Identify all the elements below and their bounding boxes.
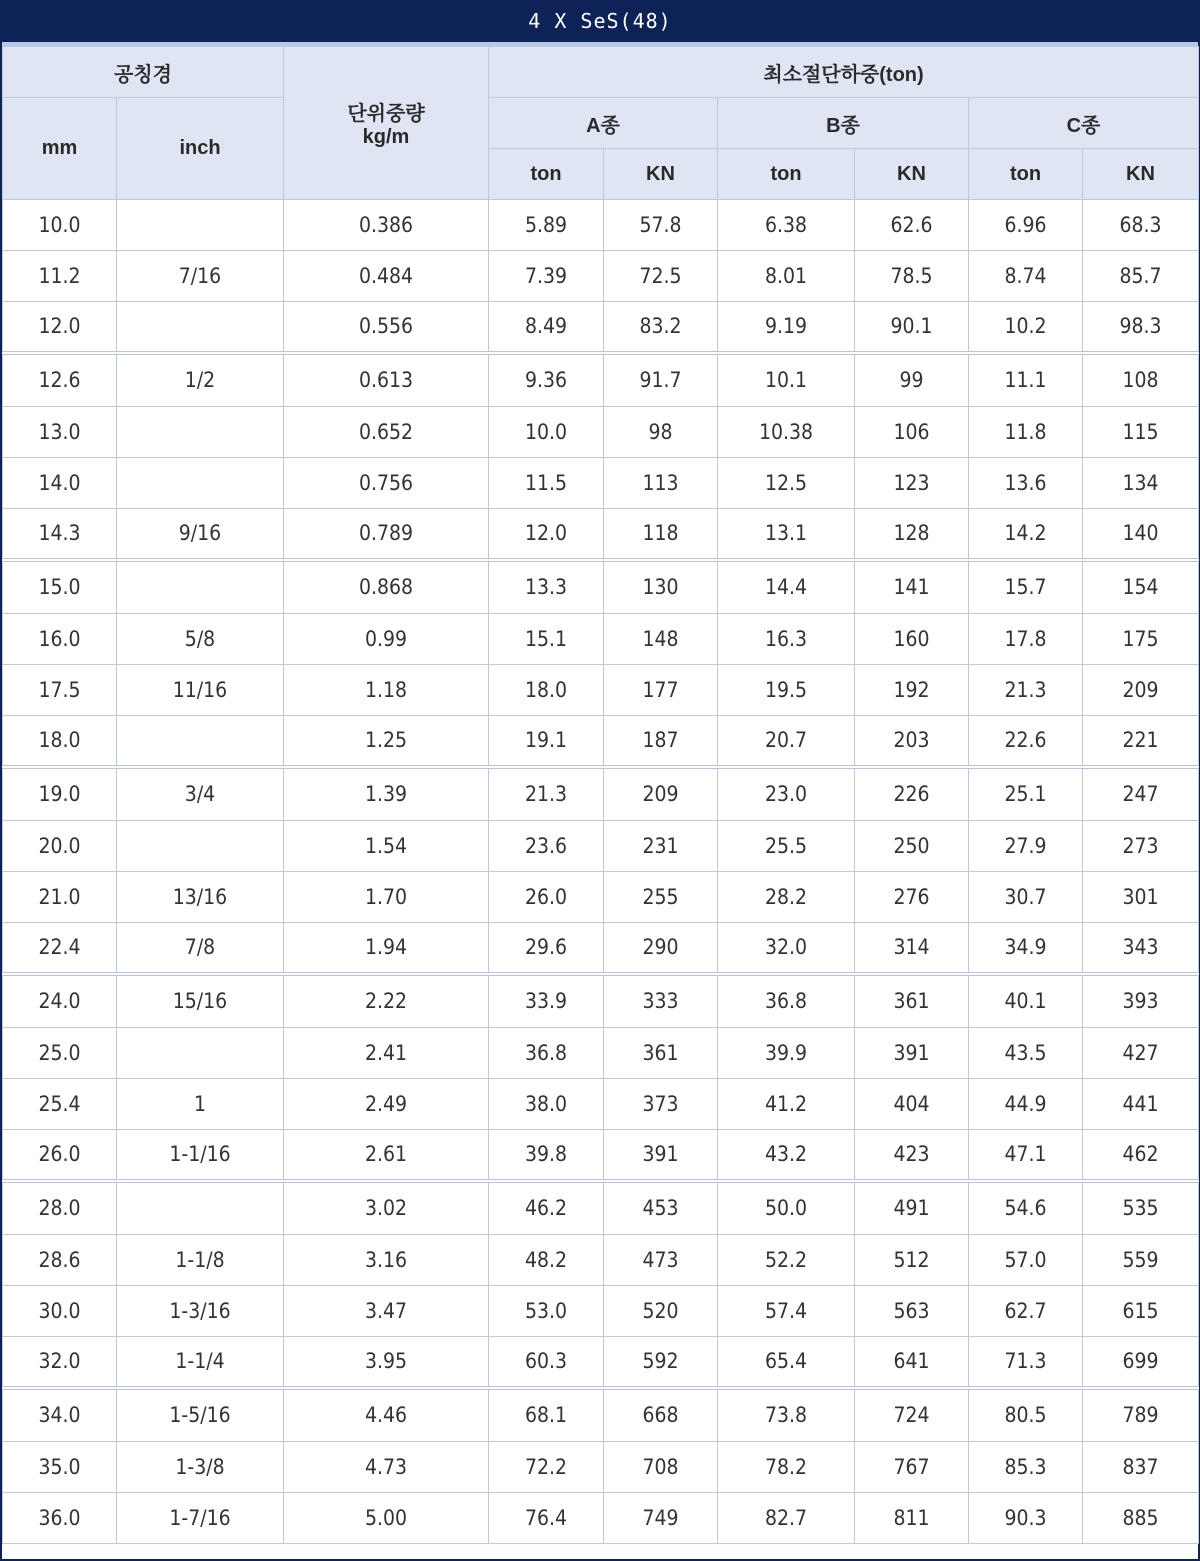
unit-weight-cell: 3.16 [284, 1235, 489, 1286]
grade-b-kn-cell: 192 [855, 665, 969, 716]
grade-a-kn-cell: 98 [604, 407, 718, 458]
unit-weight-cell: 3.95 [284, 1337, 489, 1388]
grade-b-kn-cell: 361 [855, 974, 969, 1028]
mm-header: mm [3, 98, 117, 200]
mm-cell: 32.0 [3, 1337, 117, 1388]
grade-c-ton-cell: 34.9 [969, 923, 1083, 974]
grade-a-ton-cell: 12.0 [489, 509, 604, 560]
grade-c-ton-cell: 47.1 [969, 1130, 1083, 1181]
table-row [3, 200, 1199, 251]
mm-cell: 22.4 [3, 923, 117, 974]
inch-header: inch [117, 98, 284, 200]
grade-c-kn-cell: 98.3 [1083, 302, 1199, 353]
grade-b-kn-cell: 767 [855, 1442, 969, 1493]
grade-c-ton-cell: 11.8 [969, 407, 1083, 458]
grade-a-ton-cell: 60.3 [489, 1337, 604, 1388]
mm-cell: 26.0 [3, 1130, 117, 1181]
mm-cell: 17.5 [3, 665, 117, 716]
grade-a-header: A종 [489, 98, 718, 149]
grade-c-kn-cell: 393 [1083, 974, 1199, 1028]
grade-a-kn-cell: 373 [604, 1079, 718, 1130]
inch-cell [117, 1181, 284, 1235]
unit-weight-cell: 0.613 [284, 353, 489, 407]
grade-b-ton-cell: 65.4 [718, 1337, 855, 1388]
grade-a-kn-cell: 361 [604, 1028, 718, 1079]
grade-b-kn-cell: 423 [855, 1130, 969, 1181]
table-row [3, 302, 1199, 353]
unit-weight-cell: 4.46 [284, 1388, 489, 1442]
grade-b-kn-cell: 141 [855, 560, 969, 614]
unit-weight-cell: 1.54 [284, 821, 489, 872]
grade-c-ton-cell: 40.1 [969, 974, 1083, 1028]
grade-a-kn-cell: 749 [604, 1493, 718, 1544]
grade-c-ton-cell: 71.3 [969, 1337, 1083, 1388]
unit-weight-cell: 1.25 [284, 716, 489, 767]
inch-cell: 1-1/4 [117, 1337, 284, 1388]
table-row [3, 407, 1199, 458]
grade-c-ton-cell: 57.0 [969, 1235, 1083, 1286]
grade-b-ton-cell: 32.0 [718, 923, 855, 974]
table-row [3, 614, 1199, 665]
grade-b-ton-cell: 28.2 [718, 872, 855, 923]
grade-b-kn-cell: 90.1 [855, 302, 969, 353]
inch-cell: 1-1/16 [117, 1130, 284, 1181]
nominal-diameter-header: 공칭경 [3, 47, 284, 98]
grade-b-kn-cell: 724 [855, 1388, 969, 1442]
grade-a-ton-cell: 11.5 [489, 458, 604, 509]
grade-a-kn-cell: 91.7 [604, 353, 718, 407]
grade-c-ton-cell: 21.3 [969, 665, 1083, 716]
mm-cell: 25.4 [3, 1079, 117, 1130]
grade-b-ton-cell: 52.2 [718, 1235, 855, 1286]
unit-weight-cell: 1.18 [284, 665, 489, 716]
grade-a-ton-cell: 46.2 [489, 1181, 604, 1235]
mm-cell: 30.0 [3, 1286, 117, 1337]
grade-a-ton-cell: 48.2 [489, 1235, 604, 1286]
unit-weight-cell: 5.00 [284, 1493, 489, 1544]
grade-a-ton-header: ton [489, 149, 604, 200]
grade-b-ton-cell: 82.7 [718, 1493, 855, 1544]
grade-a-ton-cell: 38.0 [489, 1079, 604, 1130]
table-row [3, 1442, 1199, 1493]
grade-c-kn-cell: 535 [1083, 1181, 1199, 1235]
grade-c-kn-cell: 462 [1083, 1130, 1199, 1181]
grade-a-kn-cell: 83.2 [604, 302, 718, 353]
unit-weight-cell: 0.484 [284, 251, 489, 302]
mm-cell: 11.2 [3, 251, 117, 302]
grade-a-kn-cell: 57.8 [604, 200, 718, 251]
grade-a-kn-cell: 231 [604, 821, 718, 872]
grade-c-kn-cell: 789 [1083, 1388, 1199, 1442]
table-title: 4 X SeS(48) [2, 0, 1198, 46]
table-row [3, 665, 1199, 716]
grade-c-kn-cell: 221 [1083, 716, 1199, 767]
grade-c-ton-cell: 54.6 [969, 1181, 1083, 1235]
grade-b-ton-cell: 78.2 [718, 1442, 855, 1493]
grade-b-ton-cell: 25.5 [718, 821, 855, 872]
grade-a-kn-header: KN [604, 149, 718, 200]
grade-a-kn-cell: 473 [604, 1235, 718, 1286]
grade-c-kn-cell: 175 [1083, 614, 1199, 665]
grade-b-kn-cell: 78.5 [855, 251, 969, 302]
grade-c-kn-cell: 441 [1083, 1079, 1199, 1130]
min-breaking-load-header: 최소절단하중(ton) [489, 47, 1199, 98]
mm-cell: 10.0 [3, 200, 117, 251]
grade-a-kn-cell: 592 [604, 1337, 718, 1388]
grade-c-ton-cell: 30.7 [969, 872, 1083, 923]
grade-c-ton-cell: 43.5 [969, 1028, 1083, 1079]
grade-a-kn-cell: 668 [604, 1388, 718, 1442]
unit-weight-cell: 3.02 [284, 1181, 489, 1235]
unit-weight-unit: kg/m [362, 126, 410, 148]
mm-cell: 36.0 [3, 1493, 117, 1544]
unit-weight-cell: 1.94 [284, 923, 489, 974]
mm-cell: 34.0 [3, 1388, 117, 1442]
inch-cell [117, 716, 284, 767]
grade-a-kn-cell: 391 [604, 1130, 718, 1181]
table-row [3, 1028, 1199, 1079]
grade-c-kn-cell: 699 [1083, 1337, 1199, 1388]
grade-b-kn-cell: 512 [855, 1235, 969, 1286]
inch-cell [117, 302, 284, 353]
grade-c-ton-cell: 15.7 [969, 560, 1083, 614]
inch-cell [117, 821, 284, 872]
table-row [3, 1337, 1199, 1388]
grade-b-kn-cell: 106 [855, 407, 969, 458]
grade-a-kn-cell: 118 [604, 509, 718, 560]
grade-b-ton-cell: 6.38 [718, 200, 855, 251]
grade-a-ton-cell: 9.36 [489, 353, 604, 407]
grade-b-ton-cell: 41.2 [718, 1079, 855, 1130]
grade-b-kn-cell: 563 [855, 1286, 969, 1337]
grade-b-kn-cell: 276 [855, 872, 969, 923]
grade-a-ton-cell: 53.0 [489, 1286, 604, 1337]
mm-cell: 24.0 [3, 974, 117, 1028]
grade-c-kn-cell: 837 [1083, 1442, 1199, 1493]
grade-a-ton-cell: 10.0 [489, 407, 604, 458]
unit-weight-cell: 2.41 [284, 1028, 489, 1079]
grade-c-ton-cell: 85.3 [969, 1442, 1083, 1493]
inch-cell [117, 1028, 284, 1079]
grade-c-ton-cell: 8.74 [969, 251, 1083, 302]
mm-cell: 15.0 [3, 560, 117, 614]
table-row [3, 716, 1199, 767]
mm-cell: 28.6 [3, 1235, 117, 1286]
grade-a-ton-cell: 29.6 [489, 923, 604, 974]
inch-cell: 1 [117, 1079, 284, 1130]
inch-cell: 13/16 [117, 872, 284, 923]
unit-weight-cell: 4.73 [284, 1442, 489, 1493]
grade-b-ton-cell: 9.19 [718, 302, 855, 353]
unit-weight-cell: 0.868 [284, 560, 489, 614]
grade-a-ton-cell: 18.0 [489, 665, 604, 716]
grade-b-header: B종 [718, 98, 969, 149]
inch-cell: 5/8 [117, 614, 284, 665]
mm-cell: 14.3 [3, 509, 117, 560]
grade-a-kn-cell: 187 [604, 716, 718, 767]
grade-b-ton-cell: 16.3 [718, 614, 855, 665]
grade-b-ton-cell: 73.8 [718, 1388, 855, 1442]
inch-cell [117, 200, 284, 251]
table-row [3, 821, 1199, 872]
inch-cell: 1-7/16 [117, 1493, 284, 1544]
grade-a-kn-cell: 72.5 [604, 251, 718, 302]
grade-c-ton-cell: 44.9 [969, 1079, 1083, 1130]
inch-cell [117, 560, 284, 614]
grade-b-kn-cell: 314 [855, 923, 969, 974]
mm-cell: 16.0 [3, 614, 117, 665]
grade-a-kn-cell: 708 [604, 1442, 718, 1493]
inch-cell: 1-1/8 [117, 1235, 284, 1286]
inch-cell: 7/8 [117, 923, 284, 974]
unit-weight-cell: 0.386 [284, 200, 489, 251]
grade-a-ton-cell: 21.3 [489, 767, 604, 821]
grade-a-ton-cell: 68.1 [489, 1388, 604, 1442]
grade-c-kn-cell: 108 [1083, 353, 1199, 407]
grade-b-kn-cell: 641 [855, 1337, 969, 1388]
mm-cell: 25.0 [3, 1028, 117, 1079]
grade-a-kn-cell: 255 [604, 872, 718, 923]
grade-b-kn-cell: 99 [855, 353, 969, 407]
inch-cell: 1-3/8 [117, 1442, 284, 1493]
table-row [3, 1286, 1199, 1337]
table-row [3, 509, 1199, 560]
grade-b-ton-cell: 36.8 [718, 974, 855, 1028]
mm-cell: 18.0 [3, 716, 117, 767]
grade-c-ton-cell: 6.96 [969, 200, 1083, 251]
grade-c-kn-cell: 427 [1083, 1028, 1199, 1079]
mm-cell: 12.6 [3, 353, 117, 407]
grade-b-ton-cell: 10.1 [718, 353, 855, 407]
grade-b-kn-cell: 250 [855, 821, 969, 872]
grade-c-kn-cell: 559 [1083, 1235, 1199, 1286]
grade-c-kn-cell: 247 [1083, 767, 1199, 821]
grade-b-ton-cell: 50.0 [718, 1181, 855, 1235]
inch-cell: 1-3/16 [117, 1286, 284, 1337]
mm-cell: 14.0 [3, 458, 117, 509]
grade-c-ton-cell: 10.2 [969, 302, 1083, 353]
inch-cell: 11/16 [117, 665, 284, 716]
grade-a-ton-cell: 5.89 [489, 200, 604, 251]
grade-c-header: C종 [969, 98, 1199, 149]
inch-cell: 7/16 [117, 251, 284, 302]
unit-weight-cell: 2.61 [284, 1130, 489, 1181]
grade-a-kn-cell: 113 [604, 458, 718, 509]
grade-b-ton-cell: 12.5 [718, 458, 855, 509]
grade-b-ton-cell: 14.4 [718, 560, 855, 614]
grade-c-kn-cell: 115 [1083, 407, 1199, 458]
grade-b-ton-cell: 39.9 [718, 1028, 855, 1079]
table-row [3, 1388, 1199, 1442]
unit-weight-cell: 3.47 [284, 1286, 489, 1337]
grade-c-ton-cell: 62.7 [969, 1286, 1083, 1337]
grade-b-ton-cell: 23.0 [718, 767, 855, 821]
unit-weight-cell: 2.49 [284, 1079, 489, 1130]
grade-a-kn-cell: 148 [604, 614, 718, 665]
grade-b-kn-cell: 491 [855, 1181, 969, 1235]
unit-weight-cell: 1.70 [284, 872, 489, 923]
unit-weight-cell: 2.22 [284, 974, 489, 1028]
grade-c-ton-cell: 22.6 [969, 716, 1083, 767]
grade-a-ton-cell: 23.6 [489, 821, 604, 872]
grade-c-kn-cell: 885 [1083, 1493, 1199, 1544]
grade-b-ton-cell: 20.7 [718, 716, 855, 767]
table-row [3, 1235, 1199, 1286]
unit-weight-label: 단위중량 [347, 103, 425, 125]
grade-a-ton-cell: 19.1 [489, 716, 604, 767]
grade-a-kn-cell: 453 [604, 1181, 718, 1235]
grade-c-ton-cell: 11.1 [969, 353, 1083, 407]
grade-c-kn-cell: 209 [1083, 665, 1199, 716]
table-row [3, 1079, 1199, 1130]
inch-cell [117, 458, 284, 509]
table-row [3, 458, 1199, 509]
grade-b-kn-cell: 226 [855, 767, 969, 821]
wire-rope-spec-table [2, 46, 1199, 1544]
grade-b-kn-cell: 391 [855, 1028, 969, 1079]
mm-cell: 20.0 [3, 821, 117, 872]
grade-b-kn-cell: 62.6 [855, 200, 969, 251]
grade-a-kn-cell: 290 [604, 923, 718, 974]
grade-b-ton-cell: 8.01 [718, 251, 855, 302]
inch-cell: 1-5/16 [117, 1388, 284, 1442]
unit-weight-cell: 0.789 [284, 509, 489, 560]
grade-b-kn-cell: 123 [855, 458, 969, 509]
grade-a-ton-cell: 26.0 [489, 872, 604, 923]
grade-c-kn-cell: 85.7 [1083, 251, 1199, 302]
grade-c-kn-cell: 615 [1083, 1286, 1199, 1337]
grade-c-ton-cell: 90.3 [969, 1493, 1083, 1544]
unit-weight-cell: 0.556 [284, 302, 489, 353]
grade-b-ton-cell: 13.1 [718, 509, 855, 560]
table-row [3, 974, 1199, 1028]
table-row [3, 560, 1199, 614]
table-body [3, 200, 1199, 1544]
grade-b-kn-cell: 160 [855, 614, 969, 665]
mm-cell: 19.0 [3, 767, 117, 821]
grade-b-ton-header: ton [718, 149, 855, 200]
inch-cell [117, 407, 284, 458]
table-row [3, 1493, 1199, 1544]
table-row [3, 767, 1199, 821]
table-row [3, 251, 1199, 302]
grade-a-ton-cell: 15.1 [489, 614, 604, 665]
grade-b-ton-cell: 57.4 [718, 1286, 855, 1337]
grade-a-kn-cell: 130 [604, 560, 718, 614]
grade-c-ton-cell: 27.9 [969, 821, 1083, 872]
grade-c-kn-cell: 301 [1083, 872, 1199, 923]
grade-a-kn-cell: 177 [604, 665, 718, 716]
mm-cell: 21.0 [3, 872, 117, 923]
inch-cell: 9/16 [117, 509, 284, 560]
grade-c-kn-header: KN [1083, 149, 1199, 200]
grade-a-ton-cell: 13.3 [489, 560, 604, 614]
grade-a-kn-cell: 333 [604, 974, 718, 1028]
grade-b-ton-cell: 43.2 [718, 1130, 855, 1181]
grade-c-kn-cell: 343 [1083, 923, 1199, 974]
unit-weight-cell: 0.652 [284, 407, 489, 458]
grade-a-ton-cell: 36.8 [489, 1028, 604, 1079]
grade-a-ton-cell: 8.49 [489, 302, 604, 353]
grade-c-ton-header: ton [969, 149, 1083, 200]
unit-weight-header [284, 47, 489, 200]
grade-b-ton-cell: 19.5 [718, 665, 855, 716]
grade-c-kn-cell: 154 [1083, 560, 1199, 614]
unit-weight-cell: 0.99 [284, 614, 489, 665]
grade-c-kn-cell: 273 [1083, 821, 1199, 872]
inch-cell: 15/16 [117, 974, 284, 1028]
table-row [3, 1130, 1199, 1181]
grade-b-kn-cell: 203 [855, 716, 969, 767]
table-row [3, 872, 1199, 923]
grade-c-kn-cell: 140 [1083, 509, 1199, 560]
grade-c-ton-cell: 25.1 [969, 767, 1083, 821]
table-header [3, 47, 1199, 200]
grade-a-ton-cell: 76.4 [489, 1493, 604, 1544]
inch-cell: 3/4 [117, 767, 284, 821]
grade-c-ton-cell: 80.5 [969, 1388, 1083, 1442]
unit-weight-cell: 1.39 [284, 767, 489, 821]
mm-cell: 28.0 [3, 1181, 117, 1235]
inch-cell: 1/2 [117, 353, 284, 407]
grade-a-ton-cell: 39.8 [489, 1130, 604, 1181]
table-row [3, 353, 1199, 407]
grade-c-kn-cell: 134 [1083, 458, 1199, 509]
mm-cell: 35.0 [3, 1442, 117, 1493]
grade-a-kn-cell: 209 [604, 767, 718, 821]
mm-cell: 12.0 [3, 302, 117, 353]
grade-c-ton-cell: 13.6 [969, 458, 1083, 509]
table-row [3, 1181, 1199, 1235]
grade-b-kn-cell: 811 [855, 1493, 969, 1544]
grade-b-kn-cell: 404 [855, 1079, 969, 1130]
grade-a-ton-cell: 33.9 [489, 974, 604, 1028]
mm-cell: 13.0 [3, 407, 117, 458]
unit-weight-cell: 0.756 [284, 458, 489, 509]
table-row [3, 923, 1199, 974]
grade-b-ton-cell: 10.38 [718, 407, 855, 458]
grade-b-kn-cell: 128 [855, 509, 969, 560]
grade-a-kn-cell: 520 [604, 1286, 718, 1337]
grade-a-ton-cell: 7.39 [489, 251, 604, 302]
grade-c-ton-cell: 17.8 [969, 614, 1083, 665]
grade-c-ton-cell: 14.2 [969, 509, 1083, 560]
grade-c-kn-cell: 68.3 [1083, 200, 1199, 251]
grade-a-ton-cell: 72.2 [489, 1442, 604, 1493]
grade-b-kn-header: KN [855, 149, 969, 200]
